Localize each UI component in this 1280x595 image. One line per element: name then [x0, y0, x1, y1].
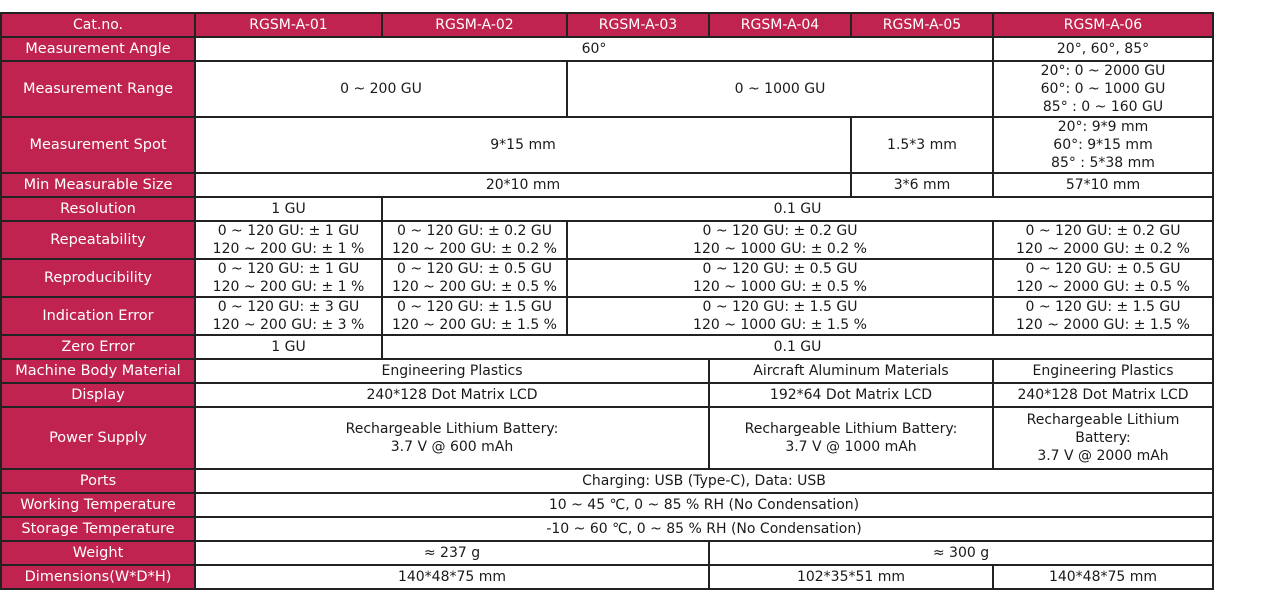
cell-value: 0 ~ 120 GU: ± 0.2 GU 120 ~ 1000 GU: ± 0.2 % — [567, 221, 993, 259]
cell-value: 240*128 Dot Matrix LCD — [993, 383, 1213, 407]
cell-value: 20°: 0 ~ 2000 GU 60°: 0 ~ 1000 GU 85° : 0 ~ 160 GU — [993, 61, 1213, 117]
model-header: RGSM-A-03 — [567, 13, 709, 37]
row-body-material — [1, 359, 1213, 383]
row-label: Working Temperature — [1, 493, 195, 517]
row-label: Dimensions(W*D*H) — [1, 565, 195, 589]
cell-value: 0 ~ 120 GU: ± 1.5 GU 120 ~ 200 GU: ± 1.5 % — [382, 297, 567, 335]
row-label: Weight — [1, 541, 195, 565]
cell-value: 240*128 Dot Matrix LCD — [195, 383, 709, 407]
row-repeatability — [1, 221, 1213, 259]
cell-value: 0.1 GU — [382, 335, 1213, 359]
row-weight — [1, 541, 1213, 565]
row-power-supply — [1, 407, 1213, 469]
cell-value: Aircraft Aluminum Materials — [709, 359, 993, 383]
row-label: Ports — [1, 469, 195, 493]
cell-value: 192*64 Dot Matrix LCD — [709, 383, 993, 407]
header-row — [1, 13, 1213, 37]
cell-value: Charging: USB (Type-C), Data: USB — [195, 469, 1213, 493]
cell-value: Rechargeable Lithium Battery: 3.7 V @ 600 mAh — [195, 407, 709, 469]
cell-value: -10 ~ 60 ℃, 0 ~ 85 % RH (No Condensation) — [195, 517, 1213, 541]
cell-value: ≈ 237 g — [195, 541, 709, 565]
cell-value: 0 ~ 120 GU: ± 1 GU 120 ~ 200 GU: ± 1 % — [195, 259, 382, 297]
cell-value: Rechargeable Lithium Battery: 3.7 V @ 2000 mAh — [993, 407, 1213, 469]
cell-value: 102*35*51 mm — [709, 565, 993, 589]
row-label: Indication Error — [1, 297, 195, 335]
cell-value: 1 GU — [195, 335, 382, 359]
row-label: Zero Error — [1, 335, 195, 359]
row-label: Reproducibility — [1, 259, 195, 297]
cell-value: 0.1 GU — [382, 197, 1213, 221]
spec-table — [0, 12, 1214, 590]
cell-value: 140*48*75 mm — [195, 565, 709, 589]
cell-value: 0 ~ 120 GU: ± 1 GU 120 ~ 200 GU: ± 1 % — [195, 221, 382, 259]
model-header: RGSM-A-04 — [709, 13, 851, 37]
row-resolution — [1, 197, 1213, 221]
model-header: RGSM-A-01 — [195, 13, 382, 37]
cell-value: 3*6 mm — [851, 173, 993, 197]
cell-value: Engineering Plastics — [195, 359, 709, 383]
row-label: Measurement Angle — [1, 37, 195, 61]
model-header: RGSM-A-05 — [851, 13, 993, 37]
row-label: Repeatability — [1, 221, 195, 259]
cell-value: 0 ~ 120 GU: ± 0.5 GU 120 ~ 2000 GU: ± 0.5 % — [993, 259, 1213, 297]
row-measurement-angle — [1, 37, 1213, 61]
row-label: Measurement Spot — [1, 117, 195, 173]
cell-value: 0 ~ 200 GU — [195, 61, 567, 117]
cell-value: 57*10 mm — [993, 173, 1213, 197]
cell-value: 0 ~ 120 GU: ± 0.2 GU 120 ~ 200 GU: ± 0.2 % — [382, 221, 567, 259]
cell-value: 60° — [195, 37, 993, 61]
cell-value: 0 ~ 120 GU: ± 1.5 GU 120 ~ 2000 GU: ± 1.5 % — [993, 297, 1213, 335]
row-label: Machine Body Material — [1, 359, 195, 383]
row-label: Measurement Range — [1, 61, 195, 117]
row-indication-error — [1, 297, 1213, 335]
row-label: Display — [1, 383, 195, 407]
row-reproducibility — [1, 259, 1213, 297]
catno-header: Cat.no. — [1, 13, 195, 37]
row-ports — [1, 469, 1213, 493]
cell-value: 0 ~ 1000 GU — [567, 61, 993, 117]
row-label: Power Supply — [1, 407, 195, 469]
row-label: Resolution — [1, 197, 195, 221]
cell-value: Engineering Plastics — [993, 359, 1213, 383]
cell-value: 20°: 9*9 mm 60°: 9*15 mm 85° : 5*38 mm — [993, 117, 1213, 173]
row-working-temperature — [1, 493, 1213, 517]
model-header: RGSM-A-06 — [993, 13, 1213, 37]
row-measurement-range — [1, 61, 1213, 117]
cell-value: 0 ~ 120 GU: ± 0.5 GU 120 ~ 200 GU: ± 0.5 % — [382, 259, 567, 297]
row-dimensions — [1, 565, 1213, 589]
cell-value: 20°, 60°, 85° — [993, 37, 1213, 61]
cell-value: 0 ~ 120 GU: ± 0.5 GU 120 ~ 1000 GU: ± 0.5 % — [567, 259, 993, 297]
row-display — [1, 383, 1213, 407]
model-header: RGSM-A-02 — [382, 13, 567, 37]
cell-value: ≈ 300 g — [709, 541, 1213, 565]
cell-value: 0 ~ 120 GU: ± 3 GU 120 ~ 200 GU: ± 3 % — [195, 297, 382, 335]
cell-value: 140*48*75 mm — [993, 565, 1213, 589]
row-label: Min Measurable Size — [1, 173, 195, 197]
cell-value: 1 GU — [195, 197, 382, 221]
cell-value: 10 ~ 45 ℃, 0 ~ 85 % RH (No Condensation) — [195, 493, 1213, 517]
cell-value: Rechargeable Lithium Battery: 3.7 V @ 1000 mAh — [709, 407, 993, 469]
row-zero-error — [1, 335, 1213, 359]
cell-value: 0 ~ 120 GU: ± 1.5 GU 120 ~ 1000 GU: ± 1.5 % — [567, 297, 993, 335]
cell-value: 1.5*3 mm — [851, 117, 993, 173]
row-measurement-spot — [1, 117, 1213, 173]
row-storage-temperature — [1, 517, 1213, 541]
cell-value: 9*15 mm — [195, 117, 851, 173]
cell-value: 0 ~ 120 GU: ± 0.2 GU 120 ~ 2000 GU: ± 0.2 % — [993, 221, 1213, 259]
row-label: Storage Temperature — [1, 517, 195, 541]
row-min-size — [1, 173, 1213, 197]
cell-value: 20*10 mm — [195, 173, 851, 197]
